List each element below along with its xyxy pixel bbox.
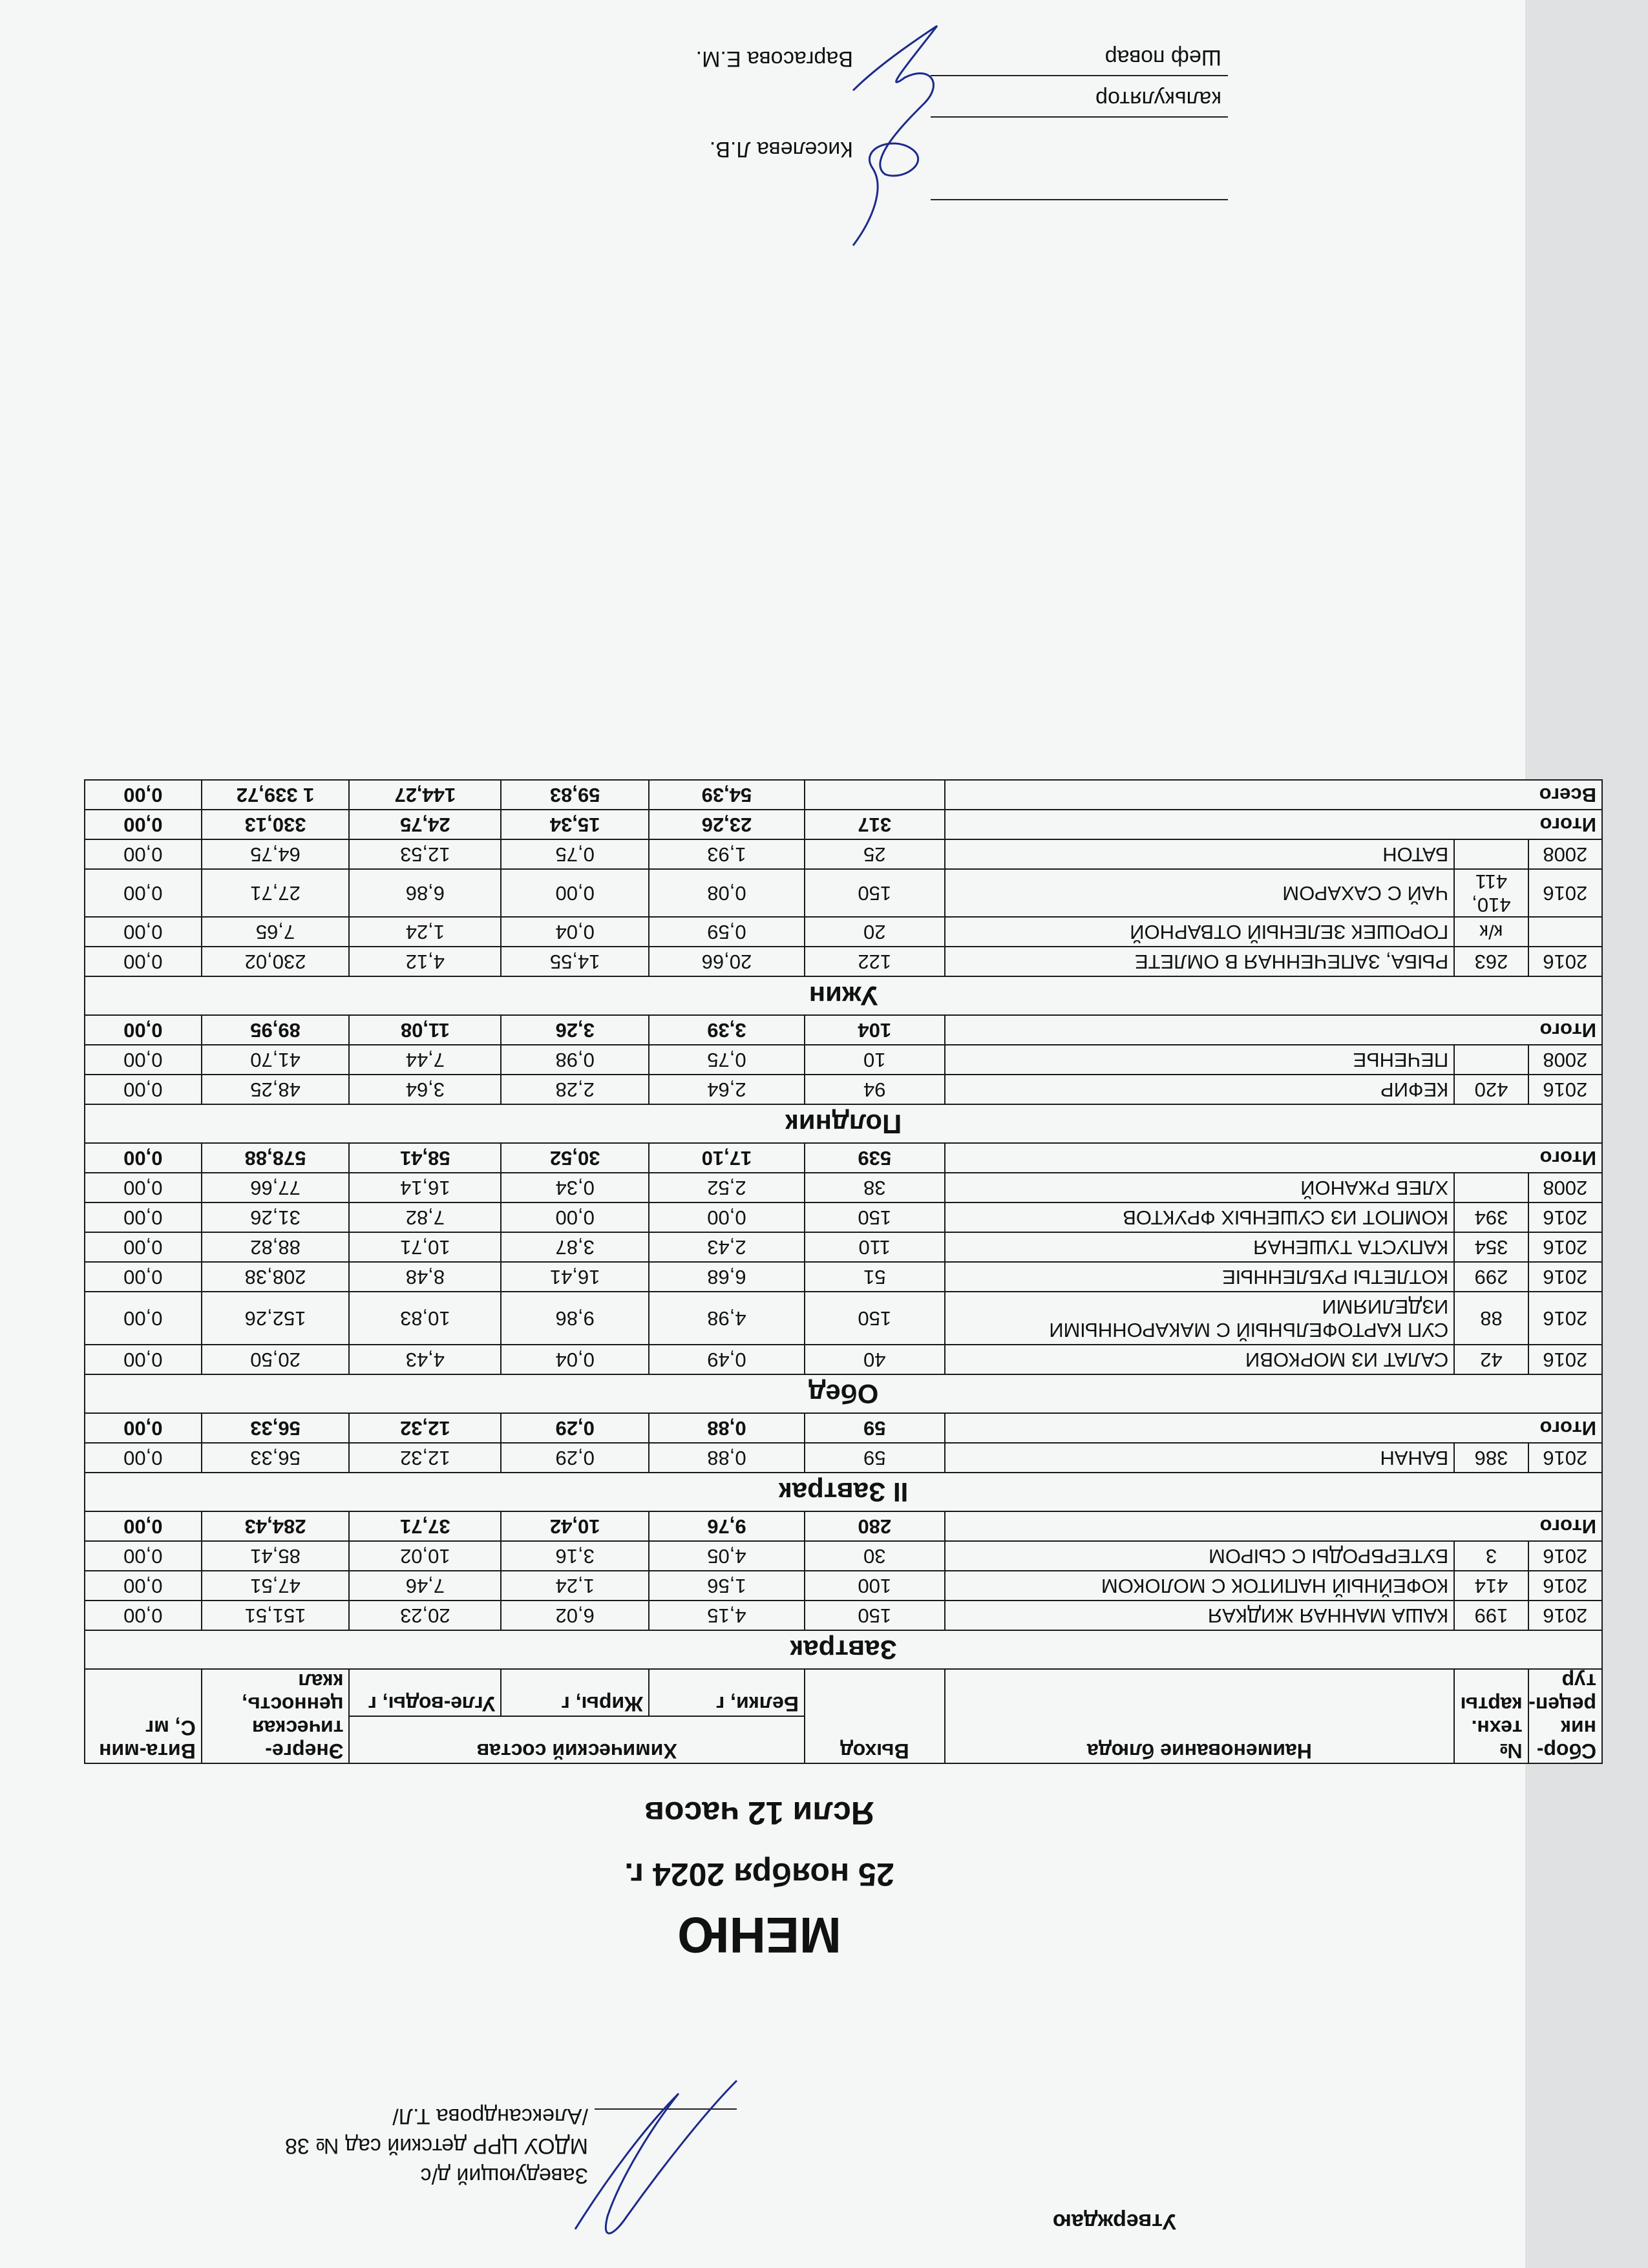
total-fat: 10,42 — [501, 1511, 649, 1541]
total-vitamin: 0,00 — [85, 1413, 202, 1443]
cell-protein: 20,66 — [649, 947, 805, 976]
cell-protein: 2,64 — [649, 1075, 805, 1104]
grand-total-fat: 59,83 — [501, 780, 649, 810]
section-header-row — [85, 1104, 1602, 1143]
section-title: Ужин — [85, 976, 1602, 1015]
cell-energy: 56,33 — [202, 1443, 350, 1473]
cell-protein: 4,15 — [649, 1601, 805, 1630]
total-label: Итого — [945, 1143, 1602, 1173]
cell-dish-name: БАНАН — [945, 1443, 1455, 1473]
section-header-row — [85, 1374, 1602, 1413]
grand-total-carbs: 144,27 — [349, 780, 501, 810]
cell-fat: 0,04 — [501, 1345, 649, 1374]
cell-vitamin: 0,00 — [85, 1202, 202, 1232]
cell-fat: 0,34 — [501, 1173, 649, 1202]
cell-collection: 2016 — [1528, 1075, 1602, 1104]
grand-total-row — [85, 780, 1602, 810]
cell-yield: 51 — [805, 1262, 945, 1292]
cell-fat: 0,75 — [501, 839, 649, 869]
cell-protein: 0,49 — [649, 1345, 805, 1374]
cell-vitamin: 0,00 — [85, 1173, 202, 1202]
cell-yield: 94 — [805, 1075, 945, 1104]
table-row — [85, 1571, 1602, 1601]
cell-collection: 2016 — [1528, 1541, 1602, 1571]
grand-total-empty-cell — [805, 780, 945, 810]
cell-energy: 77,66 — [202, 1173, 350, 1202]
cell-vitamin: 0,00 — [85, 1262, 202, 1292]
cell-vitamin: 0,00 — [85, 1292, 202, 1345]
total-vitamin: 0,00 — [85, 1511, 202, 1541]
cell-protein: 2,43 — [649, 1232, 805, 1262]
cell-card: 420 — [1454, 1075, 1528, 1104]
cell-card — [1454, 1173, 1528, 1202]
cell-card: 42 — [1454, 1345, 1528, 1374]
total-protein: 17,10 — [649, 1143, 805, 1173]
cell-yield: 59 — [805, 1443, 945, 1473]
cell-yield: 110 — [805, 1232, 945, 1262]
cell-fat: 14,55 — [501, 947, 649, 976]
cell-dish-name: КОТЛЕТЫ РУБЛЕННЫЕ — [945, 1262, 1455, 1292]
cell-carbs: 7,46 — [349, 1571, 501, 1601]
calc-name: Киселева Л.В. — [709, 137, 853, 162]
cell-dish-name: САЛАТ ИЗ МОРКОВИ — [945, 1345, 1455, 1374]
chef-label: Шеф повар — [1104, 45, 1221, 70]
total-label: Итого — [945, 810, 1602, 839]
cell-energy: 151,51 — [202, 1601, 350, 1630]
cell-vitamin: 0,00 — [85, 1075, 202, 1104]
cell-card: 394 — [1454, 1202, 1528, 1232]
cell-energy: 85,41 — [202, 1541, 350, 1571]
cell-vitamin: 0,00 — [85, 1571, 202, 1601]
total-fat: 15,34 — [501, 810, 649, 839]
cell-fat: 0,04 — [501, 917, 649, 947]
table-row — [85, 917, 1602, 947]
total-carbs: 37,71 — [349, 1511, 501, 1541]
cell-carbs: 1,24 — [349, 917, 501, 947]
cell-vitamin: 0,00 — [85, 947, 202, 976]
cell-energy: 41,70 — [202, 1045, 350, 1075]
header-protein: Белки, г — [649, 1669, 805, 1716]
cell-fat: 0,00 — [501, 1202, 649, 1232]
chef-name: Варгасова Е.М. — [695, 47, 853, 71]
cell-vitamin: 0,00 — [85, 1345, 202, 1374]
cell-energy: 47,51 — [202, 1571, 350, 1601]
table-row — [85, 869, 1602, 917]
cell-carbs: 12,53 — [349, 839, 501, 869]
total-row — [85, 1511, 1602, 1541]
cell-protein: 6,68 — [649, 1262, 805, 1292]
total-carbs: 58,41 — [349, 1143, 501, 1173]
cell-energy: 31,26 — [202, 1202, 350, 1232]
cell-vitamin: 0,00 — [85, 1601, 202, 1630]
cell-fat: 16,41 — [501, 1262, 649, 1292]
cell-yield: 38 — [805, 1173, 945, 1202]
total-fat: 0,29 — [501, 1413, 649, 1443]
section-header-row — [85, 1473, 1602, 1511]
cell-protein: 0,75 — [649, 1045, 805, 1075]
cell-protein: 0,00 — [649, 1202, 805, 1232]
header-carbs: Угле-воды, г — [349, 1669, 501, 1716]
table-row — [85, 1075, 1602, 1104]
cell-collection: 2016 — [1528, 1443, 1602, 1473]
cell-energy: 88,82 — [202, 1232, 350, 1262]
cell-fat: 0,98 — [501, 1045, 649, 1075]
approval-position: Заведующий д/с — [420, 2163, 588, 2188]
cell-protein: 1,93 — [649, 839, 805, 869]
total-protein: 3,39 — [649, 1015, 805, 1045]
cell-yield: 30 — [805, 1541, 945, 1571]
cell-energy: 20,50 — [202, 1345, 350, 1374]
cell-yield: 10 — [805, 1045, 945, 1075]
total-yield: 59 — [805, 1413, 945, 1443]
approval-signature-icon — [543, 2068, 763, 2255]
cell-card: 299 — [1454, 1262, 1528, 1292]
total-carbs: 24,75 — [349, 810, 501, 839]
cell-dish-name: КАПУСТА ТУШЕНАЯ — [945, 1232, 1455, 1262]
cell-fat: 0,29 — [501, 1443, 649, 1473]
cell-collection: 2016 — [1528, 1345, 1602, 1374]
total-label: Итого — [945, 1511, 1602, 1541]
cell-card: к/к — [1454, 917, 1528, 947]
cell-carbs: 10,83 — [349, 1292, 501, 1345]
cell-yield: 100 — [805, 1571, 945, 1601]
cell-card: 354 — [1454, 1232, 1528, 1262]
header-chem: Химический состав — [349, 1716, 804, 1763]
calc-label: калькулятор — [1095, 87, 1221, 111]
cell-collection — [1528, 917, 1602, 947]
section-title: Полдник — [85, 1104, 1602, 1143]
total-vitamin: 0,00 — [85, 1143, 202, 1173]
table-row — [85, 1262, 1602, 1292]
cell-carbs: 4,12 — [349, 947, 501, 976]
total-carbs: 12,32 — [349, 1413, 501, 1443]
total-fat: 3,26 — [501, 1015, 649, 1045]
table-row — [85, 947, 1602, 976]
total-yield: 104 — [805, 1015, 945, 1045]
header-vitamin: Вита-мин С, мг — [85, 1669, 202, 1763]
cell-energy: 230,02 — [202, 947, 350, 976]
menu-date: 25 ноября 2024 г. — [624, 1856, 894, 1893]
cell-card — [1454, 1045, 1528, 1075]
grand-total-energy: 1 339,72 — [202, 780, 350, 810]
cell-carbs: 20,23 — [349, 1601, 501, 1630]
cell-carbs: 16,14 — [349, 1173, 501, 1202]
total-protein: 23,26 — [649, 810, 805, 839]
cell-protein: 1,56 — [649, 1571, 805, 1601]
cell-vitamin: 0,00 — [85, 869, 202, 917]
cell-dish-name: РЫБА, ЗАПЕЧЕННАЯ В ОМЛЕТЕ — [945, 947, 1455, 976]
table-row — [85, 1601, 1602, 1630]
cell-collection: 2008 — [1528, 1173, 1602, 1202]
cell-card: 263 — [1454, 947, 1528, 976]
header-collection: Сбор-ник рецеп-тур — [1528, 1669, 1602, 1763]
cell-carbs: 6,86 — [349, 869, 501, 917]
cell-collection: 2016 — [1528, 1232, 1602, 1262]
table-header-row — [85, 1716, 1602, 1763]
menu-title: МЕНЮ — [677, 1907, 841, 1964]
staff-signature-icon — [814, 0, 982, 258]
cell-card: 199 — [1454, 1601, 1528, 1630]
table-row — [85, 1443, 1602, 1473]
cell-yield: 150 — [805, 1292, 945, 1345]
cell-card: 410, 411 — [1454, 869, 1528, 917]
cell-dish-name: БУТЕРБРОДЫ С СЫРОМ — [945, 1541, 1455, 1571]
cell-card — [1454, 839, 1528, 869]
cell-dish-name: ГОРОШЕК ЗЕЛЕНЫЙ ОТВАРНОЙ — [945, 917, 1455, 947]
total-vitamin: 0,00 — [85, 1015, 202, 1045]
cell-energy: 152,26 — [202, 1292, 350, 1345]
cell-yield: 20 — [805, 917, 945, 947]
approval-organization: МДОУ ЦРР детский сад № 38 — [284, 2134, 588, 2158]
total-label: Итого — [945, 1015, 1602, 1045]
cell-dish-name: ХЛЕБ РЖАНОЙ — [945, 1173, 1455, 1202]
cell-carbs: 4,43 — [349, 1345, 501, 1374]
cell-fat: 3,87 — [501, 1232, 649, 1262]
cell-collection: 2016 — [1528, 869, 1602, 917]
approval-title: Утверждаю — [1052, 2209, 1176, 2234]
cell-energy: 208,38 — [202, 1262, 350, 1292]
cell-dish-name: ПЕЧЕНЬЕ — [945, 1045, 1455, 1075]
approval-name: /Александрова Т.Л/ — [392, 2104, 588, 2128]
section-header-row — [85, 976, 1602, 1015]
section-header-row — [85, 1630, 1602, 1669]
menu-body — [85, 780, 1602, 1669]
cell-energy: 48,25 — [202, 1075, 350, 1104]
menu-group: Ясли 12 часов — [644, 1795, 874, 1831]
grand-total-label: Всего — [945, 780, 1602, 810]
cell-collection: 2016 — [1528, 1262, 1602, 1292]
cell-protein: 2,52 — [649, 1173, 805, 1202]
total-row — [85, 1015, 1602, 1045]
table-row — [85, 1541, 1602, 1571]
cell-collection: 2008 — [1528, 1045, 1602, 1075]
table-row — [85, 1202, 1602, 1232]
cell-carbs: 8,48 — [349, 1262, 501, 1292]
cell-fat: 1,24 — [501, 1571, 649, 1601]
cell-carbs: 12,32 — [349, 1443, 501, 1473]
grand-total-protein: 54,39 — [649, 780, 805, 810]
cell-fat: 3,16 — [501, 1541, 649, 1571]
total-fat: 30,52 — [501, 1143, 649, 1173]
total-row — [85, 1413, 1602, 1443]
header-card: № техн. карты — [1454, 1669, 1528, 1763]
total-energy: 330,13 — [202, 810, 350, 839]
menu-table — [84, 779, 1603, 1764]
cell-carbs: 10,02 — [349, 1541, 501, 1571]
cell-card: 3 — [1454, 1541, 1528, 1571]
header-yield: Выход — [805, 1669, 945, 1763]
cell-fat: 0,00 — [501, 869, 649, 917]
cell-card: 386 — [1454, 1443, 1528, 1473]
cell-carbs: 10,71 — [349, 1232, 501, 1262]
cell-protein: 0,59 — [649, 917, 805, 947]
total-energy: 56,33 — [202, 1413, 350, 1443]
cell-card: 88 — [1454, 1292, 1528, 1345]
grand-total-vitamin: 0,00 — [85, 780, 202, 810]
cell-protein: 4,98 — [649, 1292, 805, 1345]
table-row — [85, 1232, 1602, 1262]
total-yield: 280 — [805, 1511, 945, 1541]
cell-collection: 2016 — [1528, 1601, 1602, 1630]
cell-energy: 64,75 — [202, 839, 350, 869]
cell-yield: 150 — [805, 1202, 945, 1232]
total-protein: 9,76 — [649, 1511, 805, 1541]
cell-card: 414 — [1454, 1571, 1528, 1601]
table-row — [85, 1345, 1602, 1374]
cell-collection: 2016 — [1528, 1571, 1602, 1601]
cell-dish-name: КОМПОТ ИЗ СУШЕНЫХ ФРУКТОВ — [945, 1202, 1455, 1232]
total-label: Итого — [945, 1413, 1602, 1443]
cell-protein: 4,05 — [649, 1541, 805, 1571]
cell-yield: 40 — [805, 1345, 945, 1374]
cell-dish-name: КОФЕЙНЫЙ НАПИТОК С МОЛОКОМ — [945, 1571, 1455, 1601]
total-vitamin: 0,00 — [85, 810, 202, 839]
cell-collection: 2016 — [1528, 1292, 1602, 1345]
cell-dish-name: БАТОН — [945, 839, 1455, 869]
total-protein: 0,88 — [649, 1413, 805, 1443]
cell-collection: 2008 — [1528, 839, 1602, 869]
cell-collection: 2016 — [1528, 1202, 1602, 1232]
cell-vitamin: 0,00 — [85, 1541, 202, 1571]
approval-block — [1053, 2207, 1176, 2236]
table-row — [85, 1045, 1602, 1075]
cell-vitamin: 0,00 — [85, 1045, 202, 1075]
total-energy: 284,43 — [202, 1511, 350, 1541]
total-row — [85, 1143, 1602, 1173]
cell-energy: 27,71 — [202, 869, 350, 917]
header-fat: Жиры, г — [501, 1669, 649, 1716]
total-row — [85, 810, 1602, 839]
cell-vitamin: 0,00 — [85, 1232, 202, 1262]
total-energy: 578,88 — [202, 1143, 350, 1173]
cell-yield: 25 — [805, 839, 945, 869]
table-row — [85, 839, 1602, 869]
total-yield: 317 — [805, 810, 945, 839]
cell-yield: 150 — [805, 1601, 945, 1630]
cell-vitamin: 0,00 — [85, 917, 202, 947]
cell-vitamin: 0,00 — [85, 1443, 202, 1473]
cell-energy: 7,65 — [202, 917, 350, 947]
table-row — [85, 1292, 1602, 1345]
cell-dish-name: ЧАЙ С САХАРОМ — [945, 869, 1455, 917]
cell-vitamin: 0,00 — [85, 839, 202, 869]
section-title: Обед — [85, 1374, 1602, 1413]
cell-carbs: 3,64 — [349, 1075, 501, 1104]
section-title: II Завтрак — [85, 1473, 1602, 1511]
total-energy: 89,95 — [202, 1015, 350, 1045]
section-title: Завтрак — [85, 1630, 1602, 1669]
header-energy: Энерге-тическая ценность, ккал — [202, 1669, 350, 1763]
header-name: Наименование блюда — [945, 1669, 1455, 1763]
table-row — [85, 1173, 1602, 1202]
cell-protein: 0,88 — [649, 1443, 805, 1473]
cell-yield: 122 — [805, 947, 945, 976]
cell-fat: 9,86 — [501, 1292, 649, 1345]
cell-dish-name: СУП КАРТОФЕЛЬНЫЙ С МАКАРОННЫМИ ИЗДЕЛИЯМИ — [945, 1292, 1455, 1345]
cell-dish-name: КЕФИР — [945, 1075, 1455, 1104]
cell-fat: 6,02 — [501, 1601, 649, 1630]
cell-fat: 2,28 — [501, 1075, 649, 1104]
total-carbs: 11,08 — [349, 1015, 501, 1045]
cell-carbs: 7,82 — [349, 1202, 501, 1232]
cell-carbs: 7,44 — [349, 1045, 501, 1075]
cell-protein: 0,08 — [649, 869, 805, 917]
cell-collection: 2016 — [1528, 947, 1602, 976]
total-yield: 539 — [805, 1143, 945, 1173]
cell-dish-name: КАША МАННАЯ ЖИДКАЯ — [945, 1601, 1455, 1630]
cell-yield: 150 — [805, 869, 945, 917]
